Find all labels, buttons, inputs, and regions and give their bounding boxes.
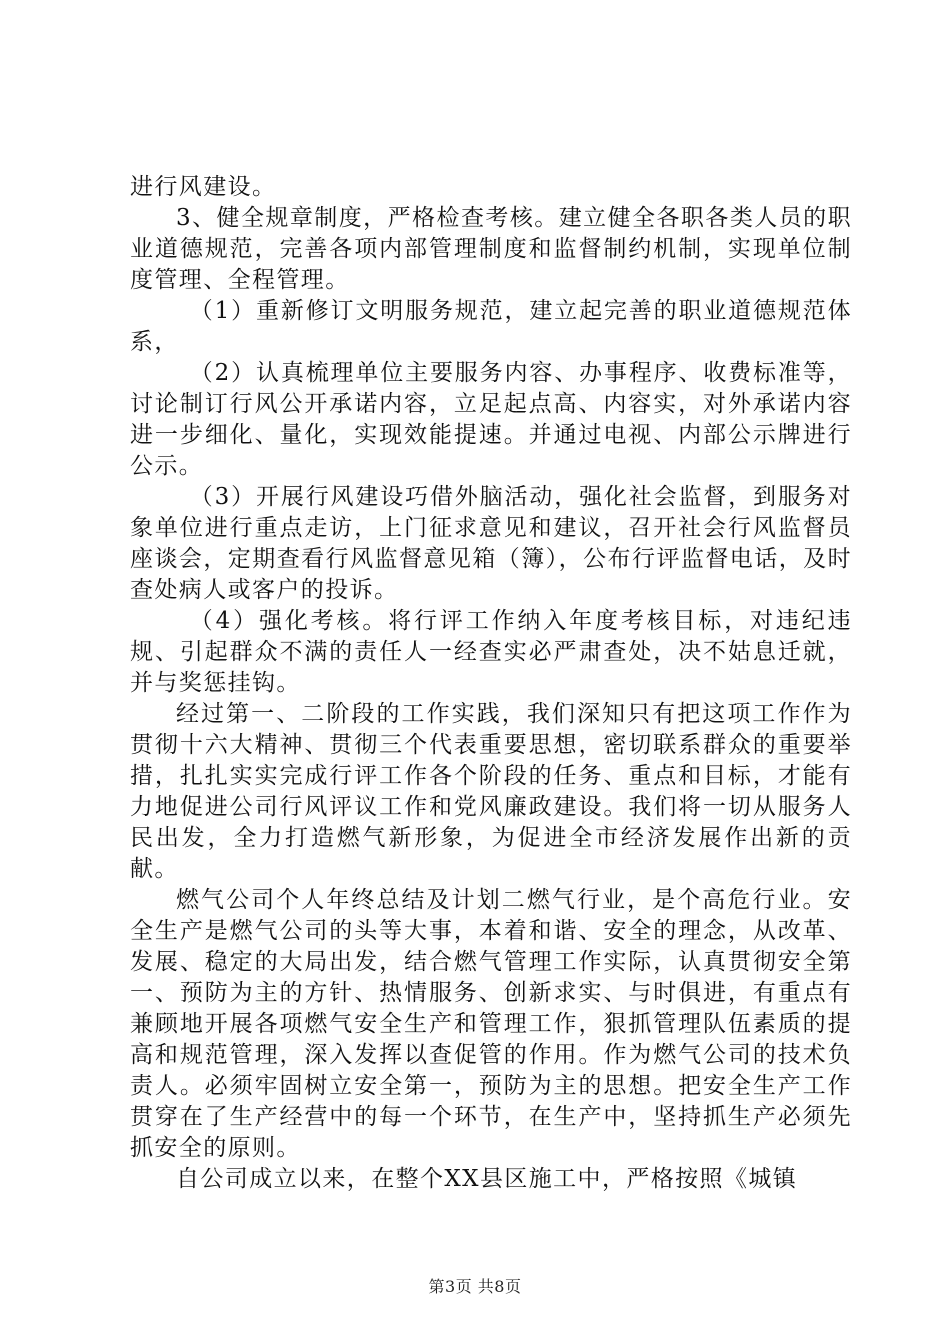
paragraph-section-3: 3、健全规章制度，严格检查考核。建立健全各职各类人员的职业道德规范，完善各项内部管理制度和监督制约机制，实现单位制度管理、全程管理。 bbox=[130, 205, 852, 293]
paragraph-item-3: （3）开展行风建设巧借外脑活动，强化社会监督，到服务对象单位进行重点走访，上门征求意见和建议，召开社会行风监督员座谈会，定期查看行风监督意见箱（簿），公布行评监督电话，及时查处病人或客户的投诉。 bbox=[130, 484, 852, 603]
page-footer: 第3页 共8页 bbox=[428, 1277, 522, 1296]
paragraph-continuation: 进行风建设。 bbox=[130, 174, 277, 200]
document-body bbox=[130, 172, 852, 1195]
paragraph-item-1: （1）重新修订文明服务规范，建立起完善的职业道德规范体系， bbox=[130, 298, 852, 355]
paragraph-item-4: （4）强化考核。将行评工作纳入年度考核目标，对违纪违规、引起群众不满的责任人一经查实必严肃查处，决不姑息迁就，并与奖惩挂钩。 bbox=[130, 608, 852, 696]
paragraph-summary: 经过第一、二阶段的工作实践，我们深知只有把这项工作作为贯彻十六大精神、贯彻三个代表重要思想，密切联系群众的重要举措，扎扎实实完成行评工作各个阶段的任务、重点和目标，才能有力地促进公司行风评议工作和党风廉政建设。我们将一切从服务人民出发，全力打造燃气新形象，为促进全市经济发展作出新的贡献。 bbox=[130, 701, 852, 882]
paragraph-item-2: （2）认真梳理单位主要服务内容、办事程序、收费标准等，讨论制订行风公开承诺内容，立足起点高、内容实，对外承诺内容进一步细化、量化，实现效能提速。并通过电视、内部公示牌进行公示。 bbox=[130, 360, 852, 479]
paragraph-since-founding: 自公司成立以来，在整个XX县区施工中，严格按照《城镇 bbox=[176, 1166, 798, 1192]
paragraph-report-two: 燃气公司个人年终总结及计划二燃气行业，是个高危行业。安全生产是燃气公司的头等大事，本着和谐、安全的理念，从改革、发展、稳定的大局出发，结合燃气管理工作实际，认真贯彻安全第一、预防为主的方针、热情服务、创新求实、与时俱进，有重点有兼顾地开展各项燃气安全生产和管理工作，狠抓管理队伍素质的提高和规范管理，深入发挥以查促管的作用。作为燃气公司的技术负责人。必须牢固树立安全第一，预防为主的思想。把安全生产工作贯穿在了生产经营中的每一个环节，在生产中，坚持抓生产必须先抓安全的原则。 bbox=[130, 887, 852, 1161]
